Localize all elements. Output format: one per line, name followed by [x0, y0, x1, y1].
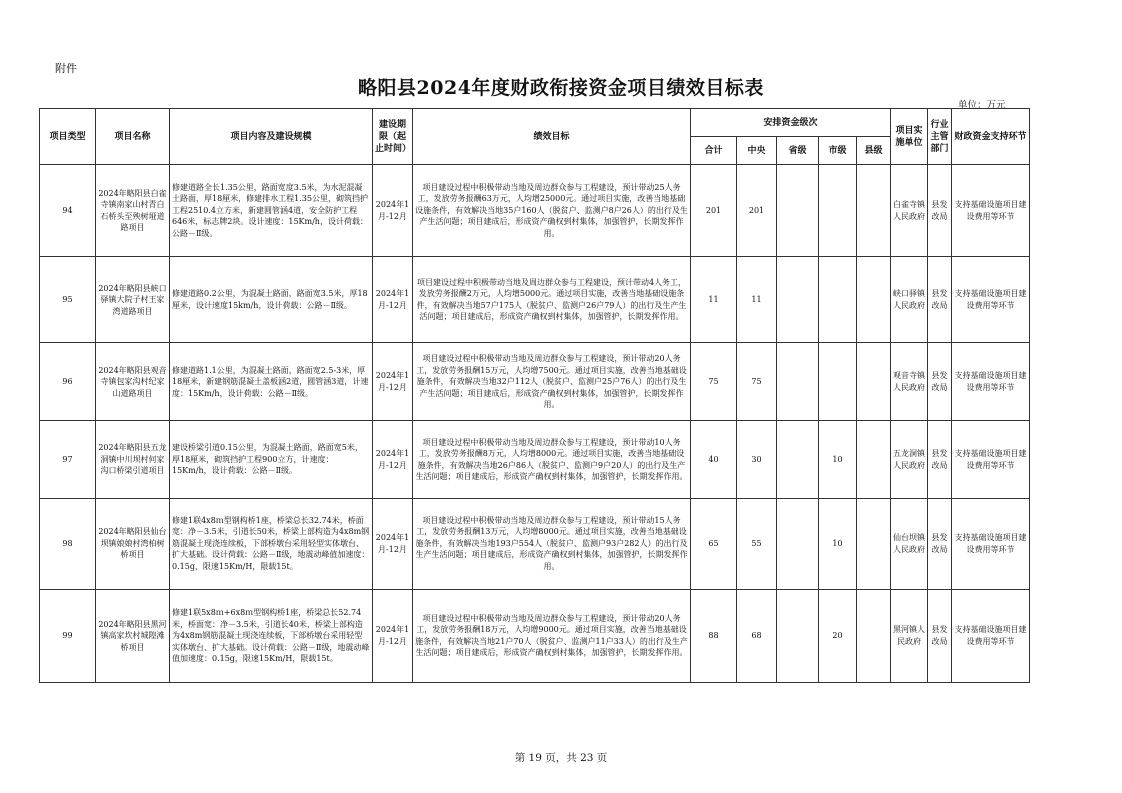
- header-province: 省级: [777, 137, 819, 165]
- row-content-cell: 修建1联4x8ｍ型钢构桥1座，桥梁总长32.74米，桥面宽：净－3.5米，引道长50米，桥梁上部构造为4x8m钢筋混凝土现浇连续板，下部桥墩台采用轻型实体墩台、扩大基础。设计荷载：公路－Ⅱ级，地震动峰值加速度：0.15g，限速15Km/H，限载15t。: [170, 498, 373, 589]
- row-unit-org-cell: 五龙洞镇人民政府: [891, 421, 928, 498]
- unit-label: 单位：万元: [958, 100, 1006, 111]
- row-central-cell: 68: [737, 589, 777, 682]
- row-period-cell: 2024年1月-12月: [373, 421, 413, 498]
- row-dept-cell: 县发改局: [928, 343, 952, 421]
- row-county-cell: [857, 421, 891, 498]
- header-central: 中央: [737, 137, 777, 165]
- row-name-cell: 2024年略阳县观音寺镇包家沟村纪家山道路项目: [96, 343, 170, 421]
- header-total: 合计: [691, 137, 737, 165]
- row-city-cell: [819, 165, 857, 257]
- row-dept-cell: 县发改局: [928, 165, 952, 257]
- row-province-cell: [777, 498, 819, 589]
- table-row: [40, 343, 1030, 421]
- row-type-cell: 97: [40, 421, 96, 498]
- row-type-cell: 99: [40, 589, 96, 682]
- row-unit-org-cell: 黑河镇人民政府: [891, 589, 928, 682]
- row-central-cell: 201: [737, 165, 777, 257]
- row-goal-cell: 项目建设过程中积极带动当地及周边群众参与工程建设，预计带动20人务工，发放劳务报酬18万元，人均增9000元。通过项目实施，改善当地基础设施条件，有效解决当地21户70人（脱贫户、监测户11户33人）的出行及生产生活问题；项目建成后，形成资产确权到村集体，加强管护，长期发挥作用。: [413, 589, 691, 682]
- row-county-cell: [857, 257, 891, 343]
- row-city-cell: [819, 257, 857, 343]
- row-name-cell: 2024年略阳县五龙洞镇中川坝村何家沟口桥梁引道项目: [96, 421, 170, 498]
- row-stage-cell: 支持基础设施项目建设费用等环节: [952, 421, 1030, 498]
- row-goal-cell: 项目建设过程中积极带动当地及周边群众参与工程建设，预计带动15人务工，发放劳务报酬13万元，人均增8000元。通过项目实施，改善当地基础设施条件，有效解决当地193户554人（脱贫户、监测户93户282人）的出行及生产生活问题；项目建成后，形成资产确权到村集体，加强管护，长期发挥作用。: [413, 498, 691, 589]
- row-city-cell: [819, 343, 857, 421]
- row-total-cell: 11: [691, 257, 737, 343]
- row-province-cell: [777, 343, 819, 421]
- row-stage-cell: 支持基础设施项目建设费用等环节: [952, 343, 1030, 421]
- row-city-cell: 10: [819, 498, 857, 589]
- row-stage-cell: 支持基础设施项目建设费用等环节: [952, 165, 1030, 257]
- row-period-cell: 2024年1月-12月: [373, 498, 413, 589]
- row-content-cell: 修建1联5x8ｍ+6x8ｍ型钢构桥1座，桥梁总长52.74米，桥面宽：净－3.5米，引道长40米，桥梁上部构造为4x8m钢筋混凝土现浇连续板，下部桥墩台采用轻型实体墩台、扩大基础。设计荷载：公路－Ⅱ级，地震动峰值加速度：0.15g，限速15Km/H，限载15t。: [170, 589, 373, 682]
- row-central-cell: 11: [737, 257, 777, 343]
- row-period-cell: 2024年1月-12月: [373, 165, 413, 257]
- row-unit-org-cell: 峡口驿镇人民政府: [891, 257, 928, 343]
- row-goal-cell: 项目建设过程中积极带动当地及周边群众参与工程建设，预计带动25人务工，发放劳务报酬63万元，人均增25000元。通过项目实施，改善当地基础设施条件，有效解决当地35户160人（脱贫户、监测户8户26人）的出行及生产生活问题；项目建成后，形成资产确权到村集体，加强管护，长期发挥作用。: [413, 165, 691, 257]
- row-name-cell: 2024年略阳县白雀寺镇南家山村青白石桥头至殃树垭道路项目: [96, 165, 170, 257]
- row-total-cell: 201: [691, 165, 737, 257]
- row-province-cell: [777, 421, 819, 498]
- row-period-cell: 2024年1月-12月: [373, 589, 413, 682]
- row-type-cell: 98: [40, 498, 96, 589]
- row-county-cell: [857, 343, 891, 421]
- row-total-cell: 65: [691, 498, 737, 589]
- header-period: 建设期限（起止时间）: [373, 109, 413, 165]
- row-type-cell: 94: [40, 165, 96, 257]
- row-province-cell: [777, 257, 819, 343]
- table-row: [40, 257, 1030, 343]
- row-stage-cell: 支持基础设施项目建设费用等环节: [952, 498, 1030, 589]
- row-period-cell: 2024年1月-12月: [373, 343, 413, 421]
- header-county: 县级: [857, 137, 891, 165]
- header-name: 项目名称: [96, 109, 170, 165]
- header-unit-org: 项目实施单位: [891, 109, 928, 165]
- row-name-cell: 2024年略阳县黑河镇高家坎村城隍滩桥项目: [96, 589, 170, 682]
- row-stage-cell: 支持基础设施项目建设费用等环节: [952, 589, 1030, 682]
- row-dept-cell: 县发改局: [928, 257, 952, 343]
- row-dept-cell: 县发改局: [928, 421, 952, 498]
- row-total-cell: 40: [691, 421, 737, 498]
- header-content: 项目内容及建设规模: [170, 109, 373, 165]
- table-row: [40, 589, 1030, 682]
- row-city-cell: 10: [819, 421, 857, 498]
- row-county-cell: [857, 498, 891, 589]
- row-name-cell: 2024年略阳县峡口驿镇大院子村王家湾道路项目: [96, 257, 170, 343]
- row-dept-cell: 县发改局: [928, 589, 952, 682]
- row-goal-cell: 项目建设过程中积极带动当地及周边群众参与工程建设，预计带动10人务工，发放劳务报酬8万元，人均增8000元。通过项目实施，改善当地基础设施条件，有效解决当地26户86人（脱贫户、监测户9户20人）的出行及生产生活问题；项目建成后，形成资产确权到村集体，加强管护，长期发挥作用。: [413, 421, 691, 498]
- row-unit-org-cell: 仙台坝镇人民政府: [891, 498, 928, 589]
- header-type: 项目类型: [40, 109, 96, 165]
- row-goal-cell: 项目建设过程中积极带动当地及周边群众参与工程建设，预计带动20人务工，发放劳务报酬15万元，人均增7500元。通过项目实施，改善当地基础设施条件，有效解决当地32户112人（脱贫户、监测户25户76人）的出行及生产生活问题；项目建成后，形成资产确权到村集体，加强管护，长期发挥作用。: [413, 343, 691, 421]
- row-unit-org-cell: 观音寺镇人民政府: [891, 343, 928, 421]
- row-content-cell: 修建道路0.2公里，为混凝土路面，路面宽3.5米，厚18厘米，设计速度15km/h，设计荷载：公路－Ⅱ级。: [170, 257, 373, 343]
- header-city: 市级: [819, 137, 857, 165]
- row-central-cell: 30: [737, 421, 777, 498]
- row-goal-cell: 项目建设过程中积极带动当地及周边群众参与工程建设，预计带动4人务工，发放劳务报酬2万元，人均增5000元。通过项目实施，改善当地基础设施条件，有效解决当地57户175人（脱贫户、监测户26户79人）的出行及生产生活问题；项目建成后，形成资产确权到村集体，加强管护，长期发挥作用。: [413, 257, 691, 343]
- row-content-cell: 修建道路全长1.35公里，路面宽度3.5米，为水泥混凝土路面，厚18厘米，修建排水工程1.35公里，砌筑挡护工程2510.4立方米，新建圆管涵4道，安全防护工程646米，标志牌2块。设计速度：15Km/h，设计荷载：公路－Ⅱ级。: [170, 165, 373, 257]
- row-province-cell: [777, 589, 819, 682]
- header-dept: 行业主管部门: [928, 109, 952, 165]
- row-central-cell: 75: [737, 343, 777, 421]
- row-total-cell: 88: [691, 589, 737, 682]
- row-type-cell: 95: [40, 257, 96, 343]
- table-row: [40, 498, 1030, 589]
- row-stage-cell: 支持基础设施项目建设费用等环节: [952, 257, 1030, 343]
- row-dept-cell: 县发改局: [928, 498, 952, 589]
- row-city-cell: 20: [819, 589, 857, 682]
- performance-table: [39, 108, 1030, 683]
- header-goal: 绩效目标: [413, 109, 691, 165]
- row-period-cell: 2024年1月-12月: [373, 257, 413, 343]
- row-county-cell: [857, 589, 891, 682]
- row-content-cell: 修建道路1.1公里，为混凝土路面，路面宽2.5-3米，厚18厘米，新建钢筋混凝土盖板涵2道，圆管涵3道，计速度：15Km/h，设计荷载：公路－Ⅱ级。: [170, 343, 373, 421]
- page-title: 略阳县2024年度财政衔接资金项目绩效目标表: [358, 77, 764, 99]
- attachment-label: 附件: [55, 62, 77, 75]
- header-stage: 财政资金支持环节: [952, 109, 1030, 165]
- row-total-cell: 75: [691, 343, 737, 421]
- row-unit-org-cell: 白雀寺镇人民政府: [891, 165, 928, 257]
- row-content-cell: 建设桥梁引道0.15公里，为混凝土路面，路面宽5米，厚18厘米，砌筑挡护工程900立方，计速度：15Km/h，设计荷载：公路－Ⅱ级。: [170, 421, 373, 498]
- page-footer: 第 19 页，共 23 页: [514, 752, 608, 764]
- row-province-cell: [777, 165, 819, 257]
- header-funds: 安排资金级次: [691, 109, 891, 137]
- row-central-cell: 55: [737, 498, 777, 589]
- row-name-cell: 2024年略阳县仙台坝镇娘娘村湾柏树桥项目: [96, 498, 170, 589]
- table-row: [40, 421, 1030, 498]
- row-county-cell: [857, 165, 891, 257]
- table-row: [40, 165, 1030, 257]
- row-type-cell: 96: [40, 343, 96, 421]
